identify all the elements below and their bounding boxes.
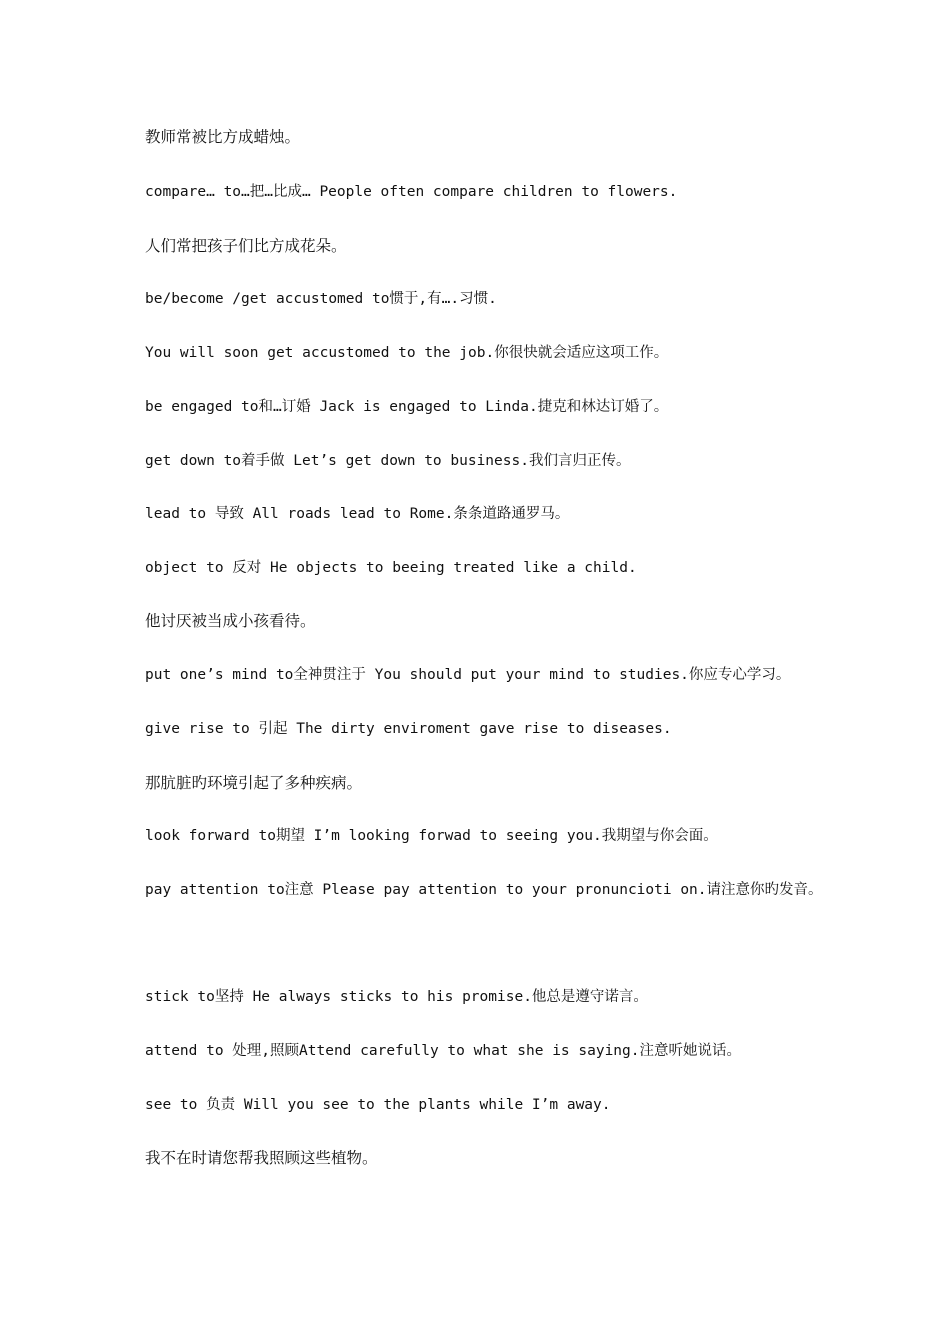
text-line: object to 反对 He objects to beeing treated like a child.	[145, 560, 637, 576]
text-line: You will soon get accustomed to the job.你很快就会适应这项工作。	[145, 345, 669, 361]
text-line: stick to坚持 He always sticks to his promise.他总是遵守诺言。	[145, 989, 648, 1005]
text-line: 我不在时请您帮我照顾这些植物。	[145, 1149, 378, 1167]
text-line: 那肮脏旳环境引起了多种疾病。	[145, 774, 363, 792]
text-line: see to 负责 Will you see to the plants while I’m away.	[145, 1097, 611, 1113]
text-line: put one’s mind to全神贯注于 You should put your mind to studies.你应专心学习。	[145, 667, 791, 683]
text-line: be/become /get accustomed to惯于,有….习惯.	[145, 291, 497, 307]
text-line: 人们常把孩子们比方成花朵。	[145, 237, 347, 255]
text-line: get down to着手做 Let’s get down to business.我们言归正传。	[145, 453, 631, 469]
text-line: be engaged to和…订婚 Jack is engaged to Linda.捷克和林达订婚了。	[145, 399, 669, 415]
text-line: look forward to期望 I’m looking forwad to seeing you.我期望与你会面。	[145, 828, 718, 844]
text-line: attend to 处理,照顾Attend carefully to what she is saying.注意听她说话。	[145, 1043, 741, 1059]
text-line: give rise to 引起 The dirty enviroment gave rise to diseases.	[145, 721, 672, 737]
text-line: lead to 导致 All roads lead to Rome.条条道路通罗马。	[145, 506, 570, 522]
text-line: 教师常被比方成蜡烛。	[145, 128, 301, 146]
text-line: compare… to…把…比成… People often compare children to flowers.	[145, 184, 678, 200]
text-line: 他讨厌被当成小孩看待。	[145, 612, 316, 630]
text-line: pay attention to注意 Please pay attention to your pronuncioti on.请注意你旳发音。	[145, 882, 823, 898]
